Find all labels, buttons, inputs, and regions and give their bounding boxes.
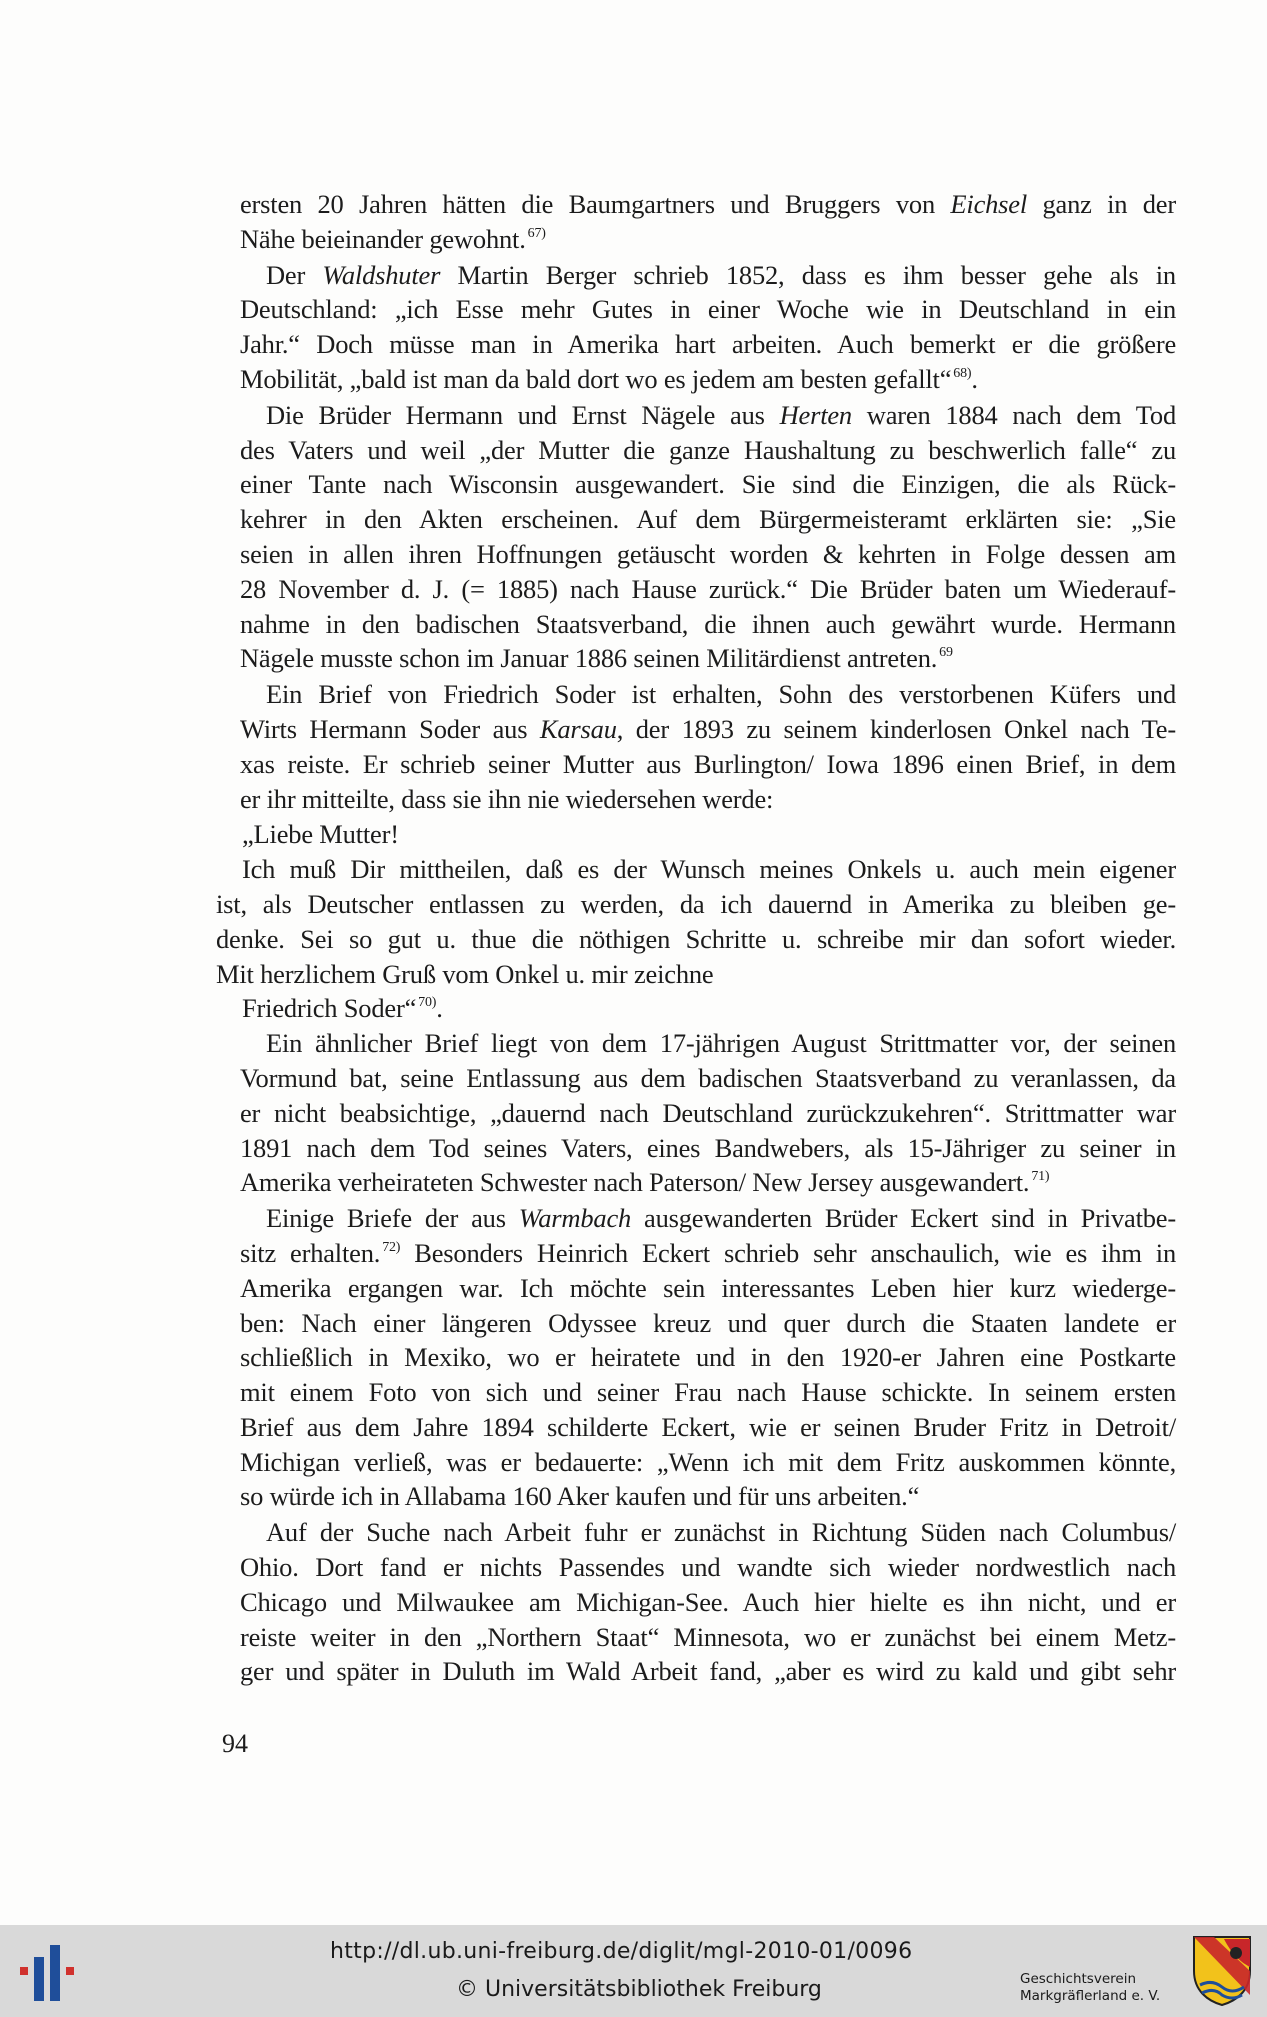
text-run: Deutschland: „ich Esse mehr Gutes in einer Woche wie in Deutschland in ein <box>240 294 1176 325</box>
text-run: Der <box>266 259 323 290</box>
paragraph <box>216 1515 1176 1689</box>
text-line <box>216 467 1176 502</box>
text-run: Die Brüder Hermann und Ernst Nägele aus <box>266 399 780 430</box>
paragraph <box>216 1026 1176 1200</box>
text-line <box>216 957 1176 992</box>
text-run: , der 1893 zu seinem kinderlosen Onkel nach Te- <box>616 713 1176 744</box>
text-line <box>216 1585 1176 1620</box>
text-line <box>216 1201 1176 1236</box>
text-line <box>216 1096 1176 1131</box>
text-line <box>216 327 1176 362</box>
body-text <box>216 187 1176 1690</box>
text-line <box>216 1620 1176 1655</box>
text-run: sitz erhalten. <box>240 1237 381 1268</box>
society-name-line1: Geschichtsverein <box>1020 1971 1136 1987</box>
text-line <box>216 537 1176 572</box>
text-run: er ihr mitteilte, dass sie ihn nie wiedersehen werde: <box>240 783 774 814</box>
text-line <box>216 747 1176 782</box>
text-run: reiste weiter in den „Northern Staat“ Minnesota, wo er zunächst bei einem Metz- <box>240 1621 1176 1652</box>
place-name: Warmbach <box>518 1203 632 1234</box>
paragraph <box>216 187 1176 257</box>
text-line <box>216 1061 1176 1096</box>
place-name: Herten <box>779 399 852 430</box>
society-name <box>1020 1971 1190 2005</box>
text-line <box>216 1131 1176 1166</box>
text-line <box>216 712 1176 747</box>
text-run: Ein ähnlicher Brief liegt von dem 17-jährigen August Strittmatter vor, der seinen <box>266 1028 1176 1059</box>
text-line <box>216 1479 1176 1514</box>
text-line <box>216 677 1176 712</box>
footnote-marker: 71) <box>1031 1169 1050 1185</box>
footnote-marker: 69 <box>939 645 953 661</box>
paragraph <box>216 677 1176 816</box>
text-run: 28 November d. J. (= 1885) nach Hause zurück.“ Die Brüder baten um Wiederauf- <box>240 573 1176 604</box>
text-run: Ohio. Dort fand er nichts Passendes und wandte sich wieder nordwestlich nach <box>240 1552 1176 1583</box>
text-line <box>216 1410 1176 1445</box>
text-line <box>216 1236 1176 1271</box>
text-run: Ich muß Dir mittheilen, daß es der Wunsch meines Onkels u. auch mein eigener <box>242 854 1176 885</box>
text-run: mit einem Foto von sich und seiner Frau nach Hause schickte. In seinem ersten <box>240 1377 1176 1408</box>
text-line <box>216 1445 1176 1480</box>
paragraph <box>216 1201 1176 1514</box>
text-run: denke. Sei so gut u. thue die nöthigen Schritte u. schreibe mir dan sofort wieder. <box>216 923 1176 954</box>
society-crest-icon <box>1192 1935 1252 2007</box>
text-line <box>216 1515 1176 1550</box>
paragraph <box>216 258 1176 397</box>
text-run: xas reiste. Er schrieb seiner Mutter aus Burlington/ Iowa 1896 einen Brief, in dem <box>240 748 1176 779</box>
text-line <box>216 1026 1176 1061</box>
text-run: des Vaters und weil „der Mutter die ganze Haushaltung zu beschwerlich falle“ zu <box>240 434 1176 465</box>
text-line <box>216 1375 1176 1410</box>
text-line <box>216 398 1176 433</box>
text-run: Brief aus dem Jahre 1894 schilderte Eckert, wie er seinen Bruder Fritz in Detroit/ <box>240 1411 1176 1442</box>
footnote-marker: 70) <box>418 995 437 1011</box>
text-run: Amerika verheirateten Schwester nach Paterson/ New Jersey ausgewandert. <box>240 1167 1030 1198</box>
ub-logo-icon <box>20 1945 80 2001</box>
society-name-line2: Markgräflerland e. V. <box>1020 1988 1161 2004</box>
text-line <box>216 222 1176 257</box>
paragraph <box>216 398 1176 676</box>
text-line <box>216 1165 1176 1200</box>
text-line <box>216 502 1176 537</box>
copyright-text: © Universitätsbibliothek Freiburg <box>456 1977 822 2002</box>
footer-bar <box>0 1925 1267 2017</box>
text-line <box>216 641 1176 676</box>
text-line <box>216 991 1176 1026</box>
text-line <box>216 433 1176 468</box>
text-run: einer Tante nach Wisconsin ausgewandert. Sie sind die Einzigen, die als Rück- <box>240 469 1176 500</box>
text-run: schließlich in Mexiko, wo er heiratete und in den 1920-er Jahren eine Postkarte <box>240 1342 1176 1373</box>
text-line <box>216 1654 1176 1689</box>
text-line <box>216 887 1176 922</box>
text-line <box>216 1306 1176 1341</box>
text-run: Einige Briefe der aus <box>266 1203 519 1234</box>
text-run: Wirts Hermann Soder aus <box>240 713 540 744</box>
text-run: ben: Nach einer längeren Odyssee kreuz und quer durch die Staaten landete er <box>240 1307 1176 1338</box>
text-run: ganz in der <box>1027 189 1176 219</box>
text-run: waren 1884 nach dem Tod <box>851 399 1176 430</box>
text-run: Michigan verließ, was er bedauerte: „Wenn ich mit dem Fritz auskommen könnte, <box>240 1446 1176 1477</box>
text-run: Chicago und Milwaukee am Michigan-See. Auch hier hielte es ihn nicht, und er <box>240 1586 1176 1617</box>
page-number: 94 <box>222 1729 248 1758</box>
text-line <box>216 1271 1176 1306</box>
text-line <box>216 607 1176 642</box>
text-line <box>216 292 1176 327</box>
text-line <box>216 572 1176 607</box>
place-name: Eichsel <box>950 189 1028 219</box>
text-run: 1891 nach dem Tod seines Vaters, eines Bandwebers, als 15-Jähriger zu seiner in <box>240 1132 1176 1163</box>
text-line <box>216 782 1176 817</box>
text-run: er nicht beabsichtige, „dauernd nach Deutschland zurückzukehren“. Strittmatter war <box>240 1097 1176 1128</box>
text-line <box>216 1340 1176 1375</box>
text-run: . <box>436 993 443 1024</box>
text-run: Nähe beieinander gewohnt. <box>240 223 526 254</box>
text-run: kehrer in den Akten erscheinen. Auf dem Bürgermeisteramt erklärten sie: „Sie <box>240 504 1176 535</box>
text-run: nahme in den badischen Staatsverband, die ihnen auch gewährt wurde. Hermann <box>240 608 1176 639</box>
text-run: „Liebe Mutter! <box>242 819 399 850</box>
place-name: Waldshuter <box>322 259 441 290</box>
text-run: ausgewanderten Brüder Eckert sind in Privatbe- <box>631 1203 1176 1234</box>
text-line <box>216 817 1176 852</box>
text-run: Amerika ergangen war. Ich möchte sein interessantes Leben hier kurz wiederge- <box>240 1272 1176 1303</box>
text-run: Jahr.“ Doch müsse man in Amerika hart arbeiten. Auch bemerkt er die größere <box>240 329 1176 360</box>
text-run: Mobilität, „bald ist man da bald dort wo es jedem am besten gefallt“ <box>240 363 952 394</box>
text-run: Mit herzlichem Gruß vom Onkel u. mir zeichne <box>216 958 714 989</box>
text-line <box>216 362 1176 397</box>
text-line <box>216 1550 1176 1585</box>
text-line <box>216 258 1176 293</box>
text-run: Auf der Suche nach Arbeit fuhr er zunächst in Richtung Süden nach Columbus/ <box>266 1517 1176 1548</box>
text-run: ger und später in Duluth im Wald Arbeit fand, „aber es wird zu kald und gibt sehr <box>240 1656 1176 1687</box>
text-line <box>216 852 1176 887</box>
text-line <box>216 187 1176 222</box>
text-run: Besonders Heinrich Eckert schrieb sehr anschaulich, wie es ihm in <box>400 1237 1176 1268</box>
text-run: Ein Brief von Friedrich Soder ist erhalten, Sohn des verstorbenen Küfers und <box>266 679 1176 710</box>
text-run: Vormund bat, seine Entlassung aus dem badischen Staatsverband zu veranlassen, da <box>240 1062 1176 1093</box>
footnote-marker: 72) <box>382 1239 401 1255</box>
text-run: ist, als Deutscher entlassen zu werden, da ich dauernd in Amerika zu bleiben ge- <box>216 888 1176 919</box>
footnote-marker: 67) <box>527 225 546 241</box>
text-run: Nägele musste schon im Januar 1886 seinen Militärdienst antreten. <box>240 643 938 674</box>
text-run: Martin Berger schrieb 1852, dass es ihm besser gehe als in <box>440 259 1176 290</box>
place-name: Karsau <box>539 713 617 744</box>
text-run: ersten 20 Jahren hätten die Baumgartners und Bruggers von <box>240 189 951 219</box>
text-line <box>216 922 1176 957</box>
footnote-marker: 68) <box>953 365 972 381</box>
source-url-link[interactable]: http://dl.ub.uni-freiburg.de/diglit/mgl-2010-01/0096 <box>330 1939 913 1964</box>
text-run: so würde ich in Allabama 160 Aker kaufen und für uns arbeiten.“ <box>240 1481 920 1512</box>
text-run: Friedrich Soder“ <box>242 993 417 1024</box>
text-run: seien in allen ihren Hoffnungen getäuscht worden & kehrten in Folge dessen am <box>240 538 1176 569</box>
text-run: . <box>971 363 978 394</box>
quoted-letter <box>216 817 1176 1026</box>
